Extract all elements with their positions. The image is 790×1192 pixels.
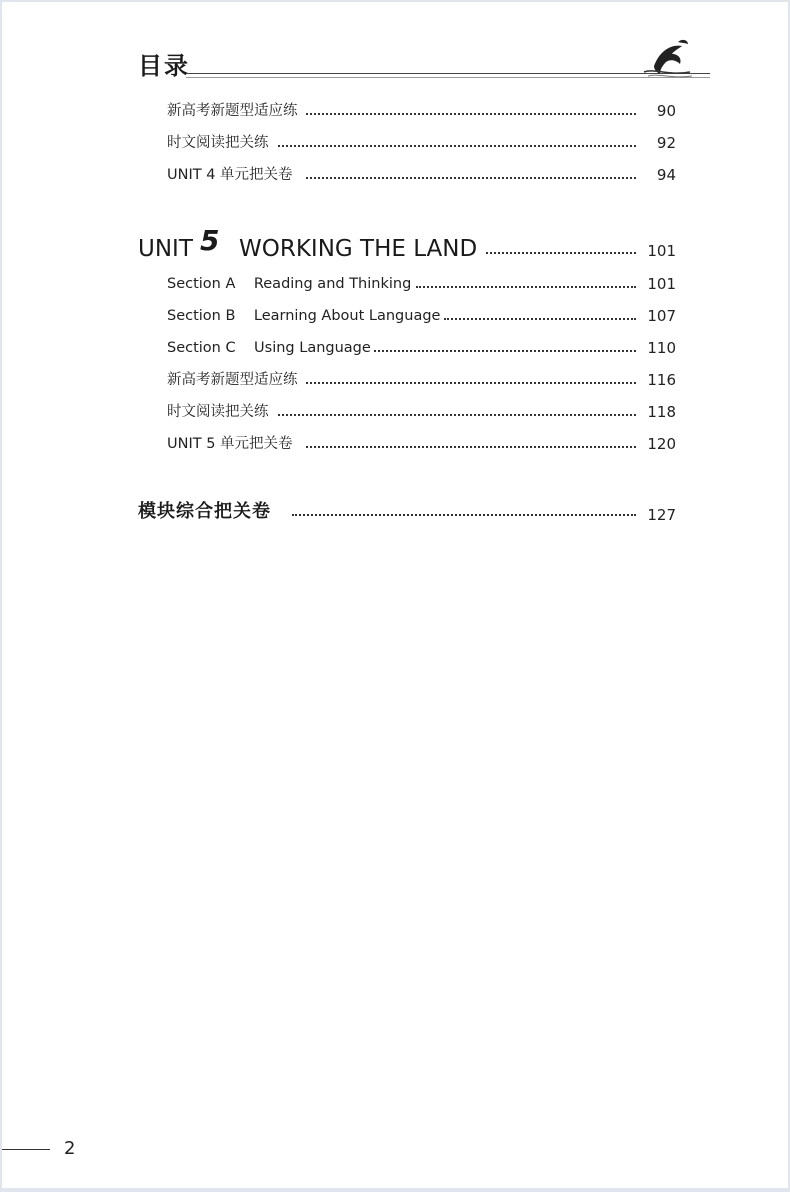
toc-entry-label: 时文阅读把关练 bbox=[167, 135, 269, 151]
toc-entry-final[interactable] bbox=[2, 499, 788, 527]
toc-entry-label: 时文阅读把关练 bbox=[167, 404, 269, 420]
dot-leader bbox=[278, 145, 636, 147]
header-divider-thin bbox=[186, 77, 710, 78]
toc-entry-page: 94 bbox=[656, 166, 676, 184]
dot-leader bbox=[306, 382, 636, 384]
toc-entry[interactable] bbox=[2, 369, 788, 391]
toc-entry-page: 118 bbox=[647, 403, 676, 421]
dot-leader bbox=[486, 252, 636, 254]
toc-entry-page: 101 bbox=[647, 275, 676, 293]
toc-entry-label: 新高考新题型适应练 bbox=[167, 372, 298, 388]
toc-entry[interactable] bbox=[2, 132, 788, 154]
toc-entry-label: Section A Reading and Thinking bbox=[167, 276, 412, 292]
toc-entry-label: Section B Learning About Language bbox=[167, 308, 441, 324]
toc-entry[interactable] bbox=[2, 100, 788, 122]
toc-entry[interactable] bbox=[2, 164, 788, 186]
toc-entry-page: 120 bbox=[647, 435, 676, 453]
header-divider bbox=[186, 73, 710, 74]
toc-entry-page: 90 bbox=[656, 102, 676, 120]
toc-entry-label: Section C Using Language bbox=[167, 340, 371, 356]
page-number: 2 bbox=[64, 1138, 76, 1159]
toc-entry[interactable] bbox=[2, 273, 788, 295]
toc-entry-label: UNIT 4 单元把关卷 bbox=[167, 167, 293, 183]
toc-entry[interactable] bbox=[2, 401, 788, 423]
unit-page: 101 bbox=[647, 242, 676, 260]
dot-leader bbox=[292, 514, 636, 516]
unit-prefix: UNIT bbox=[138, 236, 193, 262]
dot-leader bbox=[306, 446, 636, 448]
toc-entry[interactable] bbox=[2, 433, 788, 455]
unit-title: WORKING THE LAND bbox=[239, 236, 478, 262]
unit-heading[interactable] bbox=[2, 224, 788, 268]
toc-entry-page: 110 bbox=[647, 339, 676, 357]
toc-entry[interactable] bbox=[2, 305, 788, 327]
toc-entry-page: 127 bbox=[647, 506, 676, 524]
toc-entry-page: 116 bbox=[647, 371, 676, 389]
toc-page bbox=[2, 2, 788, 1188]
toc-entry-label: UNIT 5 单元把关卷 bbox=[167, 436, 293, 452]
dolphin-logo-icon bbox=[638, 36, 694, 80]
toc-entry-page: 107 bbox=[647, 307, 676, 325]
toc-entry-page: 92 bbox=[656, 134, 676, 152]
dot-leader bbox=[374, 350, 636, 352]
toc-entry-label: 新高考新题型适应练 bbox=[167, 103, 298, 119]
dot-leader bbox=[416, 286, 636, 288]
dot-leader bbox=[306, 177, 636, 179]
dot-leader bbox=[444, 318, 636, 320]
dot-leader bbox=[278, 414, 636, 416]
footer-divider bbox=[2, 1149, 50, 1150]
toc-entry[interactable] bbox=[2, 337, 788, 359]
page-title: 目录 bbox=[138, 52, 190, 80]
toc-entry-label: 模块综合把关卷 bbox=[138, 501, 271, 522]
unit-number: 5 bbox=[200, 224, 220, 257]
dot-leader bbox=[306, 113, 636, 115]
